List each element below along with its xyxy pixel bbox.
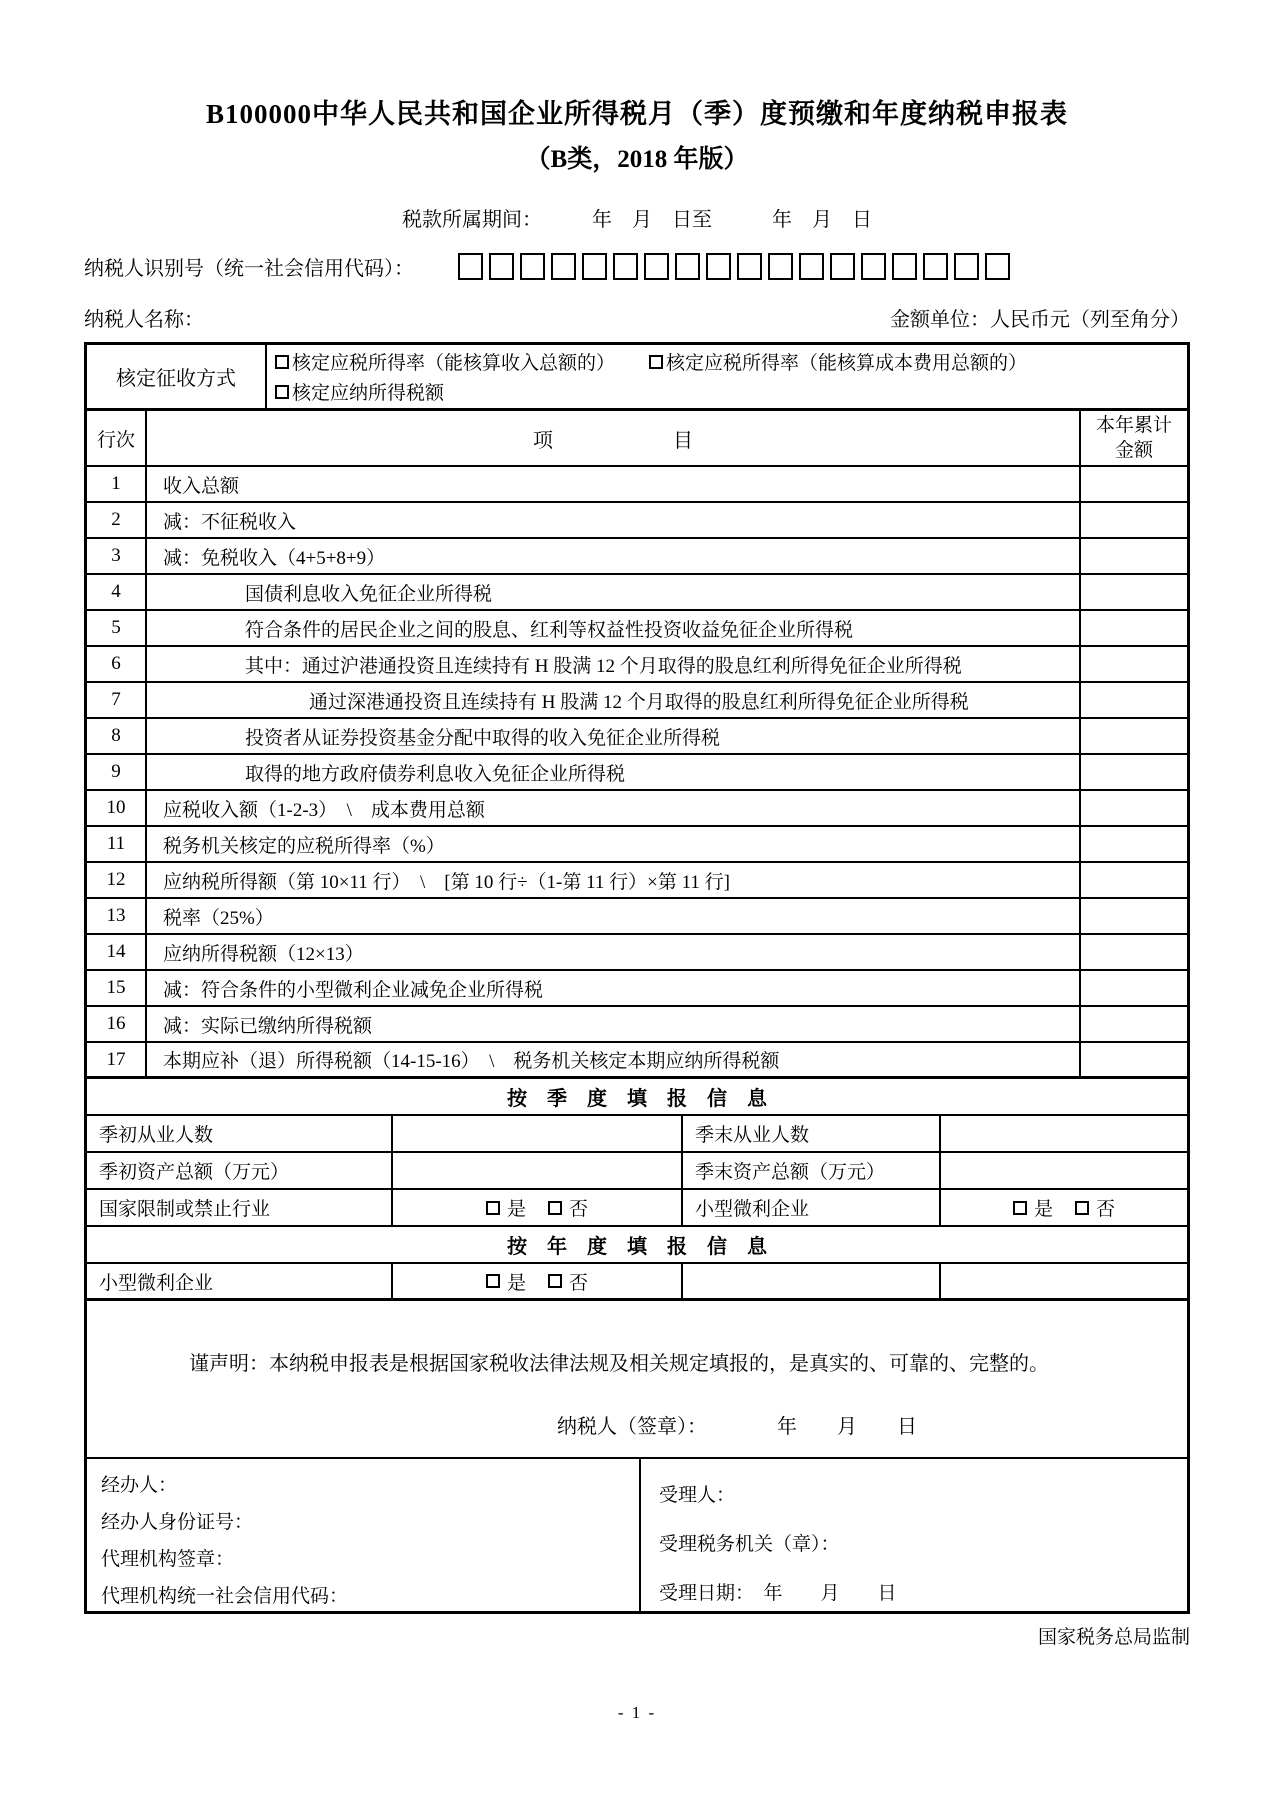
yes-label: 是 [1033, 1199, 1053, 1220]
supervision-note: 国家税务总局监制 [1037, 1627, 1190, 1648]
assessment-options [267, 345, 1187, 408]
small-lowprofit-label: 小型微利企业 [683, 1190, 941, 1225]
row-item: 减：符合条件的小型微利企业减免企业所得税 [147, 971, 1081, 1005]
row-number: 15 [87, 971, 147, 1005]
row-item: 税率（25%） [147, 899, 1081, 933]
table-row [87, 863, 1187, 899]
table-row [87, 899, 1187, 935]
amount-cell[interactable] [1081, 467, 1187, 501]
id-char-box[interactable] [489, 253, 514, 280]
declaration-block [87, 1301, 1187, 1459]
agent-info-cell [87, 1459, 641, 1611]
row-item: 应纳所得税额（12×13） [147, 935, 1081, 969]
checkbox-icon[interactable] [649, 355, 663, 369]
row-item: 其中：通过沪港通投资且连续持有 H 股满 12 个月取得的股息红利所得免征企业所得税 [147, 647, 1081, 681]
id-char-box[interactable] [985, 253, 1010, 280]
amount-cell[interactable] [1081, 935, 1187, 969]
taxpayer-name-row [84, 303, 1190, 332]
no-checkbox[interactable] [548, 1201, 562, 1215]
annual-section-title: 按 年 度 填 报 信 息 [507, 1236, 767, 1258]
quarter-end-employees-label: 季末从业人数 [683, 1116, 941, 1151]
quarter-begin-employees-label: 季初从业人数 [87, 1116, 393, 1151]
id-char-box[interactable] [551, 253, 576, 280]
row-number: 17 [87, 1043, 147, 1076]
annual-small-lowprofit-label: 小型微利企业 [87, 1264, 393, 1298]
amount-cell[interactable] [1081, 1043, 1187, 1076]
amount-cell[interactable] [1081, 647, 1187, 681]
assessment-method-row [87, 345, 1187, 411]
table-row [87, 755, 1187, 791]
accepting-authority-label: 受理税务机关（章）： [659, 1534, 840, 1555]
yes-checkbox[interactable] [486, 1274, 500, 1288]
row-item: 取得的地方政府债券利息收入免征企业所得税 [147, 755, 1081, 789]
assessment-options-line2 [275, 378, 1187, 405]
quarterly-section-title: 按 季 度 填 报 信 息 [507, 1088, 767, 1110]
row-number: 12 [87, 863, 147, 897]
table-row [87, 935, 1187, 971]
checkbox-icon[interactable] [275, 385, 289, 399]
declaration-text: 谨声明：本纳税申报表是根据国家税收法律法规及相关规定填报的，是真实的、可靠的、完整的。 [189, 1353, 1049, 1375]
yes-label: 是 [506, 1199, 526, 1220]
quarterly-row-industry [87, 1190, 1187, 1227]
row-number: 7 [87, 683, 147, 717]
id-char-box[interactable] [799, 253, 824, 280]
no-label: 否 [569, 1272, 589, 1294]
assessment-option-1 [275, 348, 615, 375]
table-row [87, 791, 1187, 827]
row-number: 11 [87, 827, 147, 861]
row-number: 9 [87, 755, 147, 789]
row-number: 16 [87, 1007, 147, 1041]
id-char-box[interactable] [458, 253, 483, 280]
amount-cell[interactable] [1081, 575, 1187, 609]
taxpayer-name-label: 纳税人名称： [84, 309, 204, 331]
amount-cell[interactable] [1081, 755, 1187, 789]
form-title: B100000中华人民共和国企业所得税月（季）度预缴和年度纳税申报表 [205, 99, 1068, 129]
row-item: 通过深港通投资且连续持有 H 股满 12 个月取得的股息红利所得免征企业所得税 [147, 683, 1081, 717]
col-header-amount [1081, 411, 1187, 465]
table-row [87, 503, 1187, 539]
receiver-label: 受理人： [659, 1485, 736, 1506]
quarter-begin-assets-value[interactable] [393, 1153, 683, 1188]
amount-cell[interactable] [1081, 971, 1187, 1005]
table-header-row [87, 411, 1187, 467]
id-char-box[interactable] [954, 253, 979, 280]
row-item: 收入总额 [147, 467, 1081, 501]
restricted-industry-yesno [393, 1190, 683, 1225]
table-row [87, 1043, 1187, 1079]
table-row [87, 611, 1187, 647]
quarter-end-assets-label: 季末资产总额（万元） [683, 1153, 941, 1188]
id-char-box[interactable] [923, 253, 948, 280]
id-char-box[interactable] [861, 253, 886, 280]
form-table [84, 342, 1190, 1614]
yes-checkbox[interactable] [486, 1201, 500, 1215]
form-content [84, 0, 1190, 1723]
row-item: 减：免税收入（4+5+8+9） [147, 539, 1081, 573]
agent-id-label: 经办人身份证号： [101, 1512, 254, 1533]
assessment-option-2 [649, 348, 1027, 375]
row-item: 减：实际已缴纳所得税额 [147, 1007, 1081, 1041]
table-row [87, 575, 1187, 611]
table-row [87, 971, 1187, 1007]
acceptance-info-cell [641, 1459, 1187, 1611]
id-char-box[interactable] [892, 253, 917, 280]
tax-period-line: 税款所属期间： 年 月 日至 年 月 日 [402, 209, 872, 231]
annual-section-header [87, 1227, 1187, 1264]
checkbox-icon[interactable] [275, 355, 289, 369]
amount-cell[interactable] [1081, 827, 1187, 861]
table-row [87, 1007, 1187, 1043]
row-number: 6 [87, 647, 147, 681]
quarterly-row-assets [87, 1153, 1187, 1190]
id-char-box[interactable] [675, 253, 700, 280]
row-item: 符合条件的居民企业之间的股息、红利等权益性投资收益免征企业所得税 [147, 611, 1081, 645]
row-item: 投资者从证券投资基金分配中取得的收入免征企业所得税 [147, 719, 1081, 753]
acceptance-date-label: 受理日期： 年 月 日 [659, 1583, 897, 1604]
yes-checkbox[interactable] [1013, 1201, 1027, 1215]
row-number: 8 [87, 719, 147, 753]
annual-row-small-lowprofit [87, 1264, 1187, 1301]
id-char-box[interactable] [768, 253, 793, 280]
assessment-option-3 [275, 378, 444, 405]
form-subtitle: （B类，2018 年版） [525, 146, 749, 173]
amount-cell[interactable] [1081, 791, 1187, 825]
assessment-method-label: 核定征收方式 [87, 345, 267, 408]
col-header-amount-line1: 本年累计 [1095, 415, 1172, 436]
small-lowprofit-yesno [941, 1190, 1187, 1225]
no-checkbox[interactable] [1075, 1201, 1089, 1215]
restricted-industry-label: 国家限制或禁止行业 [87, 1190, 393, 1225]
id-char-box[interactable] [737, 253, 762, 280]
id-char-box[interactable] [830, 253, 855, 280]
row-number: 1 [87, 467, 147, 501]
table-row [87, 647, 1187, 683]
assessment-option-2-label: 核定应税所得率（能核算成本费用总额的） [666, 353, 1028, 374]
quarterly-section-header [87, 1079, 1187, 1116]
row-item: 应税收入额（1-2-3） \ 成本费用总额 [147, 791, 1081, 825]
annual-empty-cell [683, 1264, 941, 1298]
assessment-options-line1 [275, 348, 1187, 375]
col-header-rowno: 行次 [87, 411, 147, 465]
quarter-end-assets-value[interactable] [941, 1153, 1187, 1188]
col-header-item: 项 目 [147, 411, 1081, 465]
no-label: 否 [1096, 1199, 1116, 1220]
table-row [87, 827, 1187, 863]
quarter-begin-employees-value[interactable] [393, 1116, 683, 1151]
id-char-box[interactable] [613, 253, 638, 280]
amount-cell[interactable] [1081, 611, 1187, 645]
id-char-box[interactable] [520, 253, 545, 280]
amount-cell[interactable] [1081, 683, 1187, 717]
id-char-box[interactable] [706, 253, 731, 280]
taxpayer-signature-line: 纳税人（签章）： 年 月 日 [557, 1416, 917, 1438]
table-row [87, 539, 1187, 575]
id-char-box[interactable] [644, 253, 669, 280]
amount-unit-note: 金额单位：人民币元（列至角分） [890, 309, 1190, 331]
assessment-option-3-label: 核定应纳所得税额 [292, 383, 445, 404]
amount-cell[interactable] [1081, 1007, 1187, 1041]
row-item: 国债利息收入免征企业所得税 [147, 575, 1081, 609]
handling-block [87, 1459, 1187, 1611]
assessment-option-1-label: 核定应税所得率（能核算收入总额的） [292, 353, 616, 374]
row-item: 减：不征税收入 [147, 503, 1081, 537]
row-number: 5 [87, 611, 147, 645]
agent-name-label: 经办人： [101, 1475, 178, 1496]
amount-cell[interactable] [1081, 863, 1187, 897]
id-char-box[interactable] [582, 253, 607, 280]
row-number: 13 [87, 899, 147, 933]
row-item: 税务机关核定的应税所得率（%） [147, 827, 1081, 861]
table-row [87, 719, 1187, 755]
agency-credit-code-label: 代理机构统一社会信用代码： [101, 1586, 349, 1607]
col-header-amount-line2: 金额 [1114, 440, 1153, 461]
row-number: 3 [87, 539, 147, 573]
taxpayer-id-row [84, 252, 1190, 281]
amount-cell[interactable] [1081, 539, 1187, 573]
quarter-end-employees-value[interactable] [941, 1116, 1187, 1151]
page-number: - 1 - [617, 1703, 657, 1722]
row-number: 10 [87, 791, 147, 825]
table-row [87, 683, 1187, 719]
row-number: 14 [87, 935, 147, 969]
annual-small-lowprofit-yesno [393, 1264, 683, 1298]
taxpayer-id-label: 纳税人识别号（统一社会信用代码）： [84, 258, 414, 280]
row-item: 应纳税所得额（第 10×11 行） \ [第 10 行÷（1-第 11 行）×第 11 行] [147, 863, 1081, 897]
quarter-begin-assets-label: 季初资产总额（万元） [87, 1153, 393, 1188]
yes-label: 是 [506, 1272, 526, 1294]
agency-seal-label: 代理机构签章： [101, 1549, 235, 1570]
amount-cell[interactable] [1081, 503, 1187, 537]
no-label: 否 [569, 1199, 589, 1220]
quarterly-row-employees [87, 1116, 1187, 1153]
amount-cell[interactable] [1081, 719, 1187, 753]
row-item: 本期应补（退）所得税额（14-15-16） \ 税务机关核定本期应纳所得税额 [147, 1043, 1081, 1076]
taxpayer-id-boxes [458, 253, 1010, 280]
amount-cell[interactable] [1081, 899, 1187, 933]
row-number: 2 [87, 503, 147, 537]
row-number: 4 [87, 575, 147, 609]
table-row [87, 467, 1187, 503]
no-checkbox[interactable] [548, 1274, 562, 1288]
annual-empty-value[interactable] [941, 1264, 1187, 1298]
